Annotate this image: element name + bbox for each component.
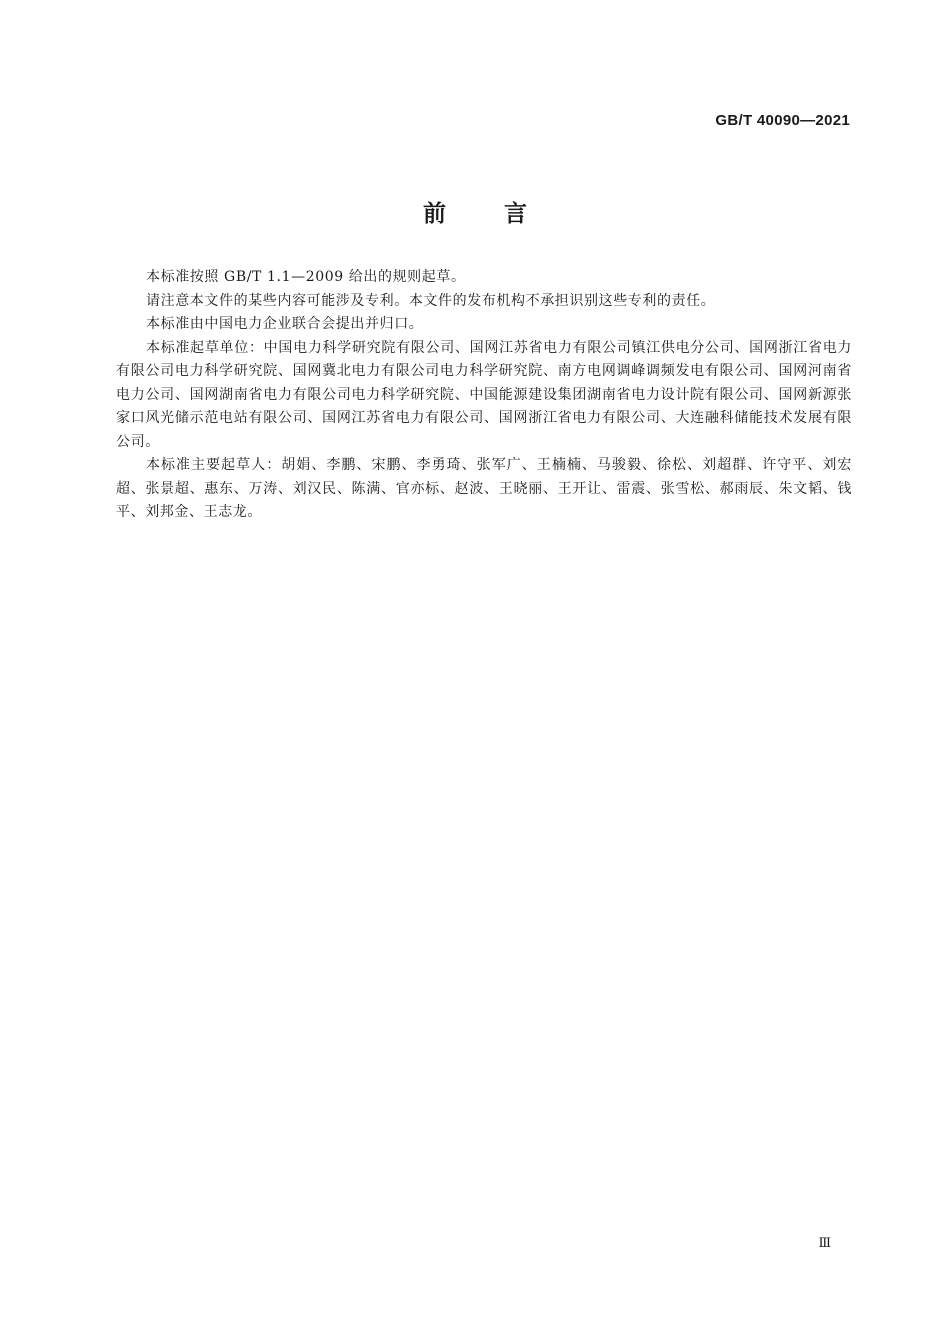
- paragraph-patent-notice: 请注意本文件的某些内容可能涉及专利。本文件的发布机构不承担识别这些专利的责任。: [146, 292, 716, 309]
- paragraph-proposer: 本标准由中国电力企业联合会提出并归口。: [146, 316, 424, 332]
- paragraph-drafting-units: 本标准起草单位：中国电力科学研究院有限公司、国网江苏省电力有限公司镇江供电分公司、国网浙江省电力有限公司电力科学研究院、国网冀北电力有限公司电力科学研究院、南方电网调峰调频发电有限公司、国网河南省电力公司、国网湖南省电力有限公司电力科学研究院、中国能源建设集团湖南省电力设计院有限公司、国网新源张家口风光储示范电站有限公司、国网江苏省电力有限公司、国网浙江省电力有限公司、大连融科储能技术发展有限公司。: [116, 339, 852, 450]
- standard-number: GB/T 40090—2021: [715, 112, 850, 129]
- paragraph-drafters: 本标准主要起草人：胡娟、李鹏、宋鹏、李勇琦、张军广、王楠楠、马骏毅、徐松、刘超群、许守平、刘宏超、张景超、惠东、万涛、刘汉民、陈满、官亦标、赵波、王晓丽、王开让、雷震、张雪松、郝雨辰、朱文韬、钱平、刘邦金、王志龙。: [116, 457, 852, 520]
- paragraph-drafting-rules: 本标准按照 GB/T 1.1—2009 给出的规则起草。: [146, 269, 466, 285]
- page-title: 前言: [423, 201, 585, 227]
- foreword-body: [116, 266, 852, 525]
- page-number: Ⅲ: [818, 1236, 831, 1251]
